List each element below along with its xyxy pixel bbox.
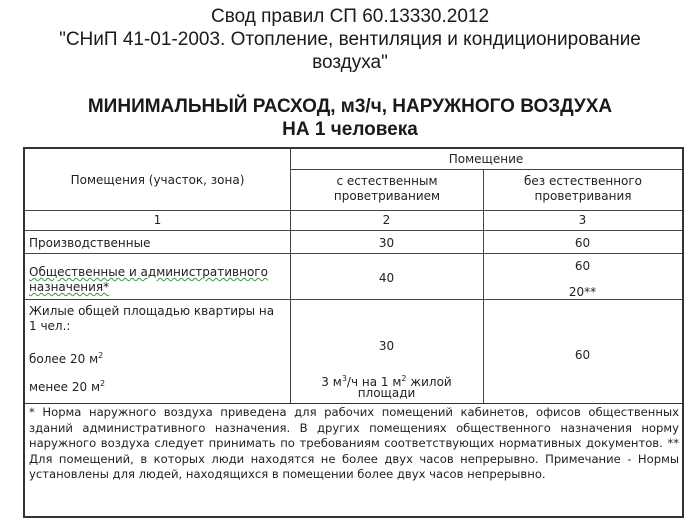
row3-sub1-sup: 2 bbox=[98, 351, 104, 360]
row-divider-numbers bbox=[25, 230, 682, 231]
row3-name-line2: 1 чел.: bbox=[29, 319, 71, 333]
row2-name-line1 bbox=[29, 265, 268, 280]
row3-col2-line2-a: 3 м bbox=[321, 375, 342, 389]
row3-name-line1: Жилые общей площадью квартиры на bbox=[29, 304, 275, 318]
row3-sub2 bbox=[29, 376, 105, 395]
row3-sub2-text: менее 20 м bbox=[29, 380, 100, 394]
row2-col3-line2: 20** bbox=[568, 285, 597, 299]
row3-col2-line2-c: жилой bbox=[406, 375, 452, 389]
col3-header: без естественного проветривания bbox=[523, 174, 643, 203]
col-number-2: 2 bbox=[382, 213, 391, 227]
header-line-1: Свод правил СП 60.13330.2012 bbox=[210, 6, 490, 27]
group-header: Помещение bbox=[448, 152, 524, 166]
row1-name: Производственные bbox=[29, 236, 151, 250]
row2-col2: 40 bbox=[378, 271, 395, 285]
row-divider-1 bbox=[25, 253, 682, 254]
col2-header: с естественным проветриванием bbox=[333, 174, 441, 203]
row-divider-header bbox=[25, 210, 682, 211]
row3-col3: 60 bbox=[574, 348, 591, 362]
col-number-1: 1 bbox=[153, 213, 162, 227]
row3-col2-line2-sup1: 3 bbox=[341, 374, 347, 383]
row1-col3: 60 bbox=[574, 236, 591, 250]
air-flow-table bbox=[23, 147, 684, 518]
row2-name-line2-text: назначения* bbox=[29, 280, 110, 294]
row2-name-line2 bbox=[29, 280, 109, 295]
row1-col2: 30 bbox=[378, 236, 395, 250]
col-number-3: 3 bbox=[578, 213, 587, 227]
header-line-3: воздуха" bbox=[312, 52, 388, 73]
row3-col2-line1: 30 bbox=[378, 339, 395, 353]
table-title-line-1: МИНИМАЛЬНЫЙ РАСХОД, м3/ч, НАРУЖНОГО ВОЗДУХА bbox=[87, 96, 613, 117]
row2-col3-line1: 60 bbox=[574, 259, 591, 273]
row3-sub1-text: более 20 м bbox=[29, 352, 99, 366]
row3-sub2-sup: 2 bbox=[100, 379, 106, 388]
row2-name-line1-text: Общественные и административного bbox=[29, 265, 268, 279]
header-line-2: "СНиП 41-01-2003. Отопление, вентиляция и кондиционирование bbox=[59, 29, 641, 50]
row3-col2-line2-b: /ч на 1 м bbox=[346, 375, 402, 389]
row3-sub1 bbox=[29, 348, 103, 367]
row-divider-3 bbox=[25, 403, 682, 404]
row3-col2-line2-sup2: 2 bbox=[401, 374, 407, 383]
table-title-line-2: НА 1 человека bbox=[282, 119, 418, 140]
row-divider-group bbox=[290, 169, 682, 170]
col1-header: Помещения (участок, зона) bbox=[70, 173, 245, 187]
row3-col2-line3: площади bbox=[357, 386, 416, 400]
table-footnote: * Норма наружного воздуха приведена для рабочих помещений кабинетов, офисов общественных зданий административного назначения. В других помещениях общественного назначения норму наружного воздуха следует принимать по требованиям соответствующих нормативных документов. ** Для помещений, в которых люди находятся не более двух часов непрерывно. Примечание - Нормы установлены для людей, находящихся в помещении более двух часов непрерывно. bbox=[29, 405, 679, 481]
